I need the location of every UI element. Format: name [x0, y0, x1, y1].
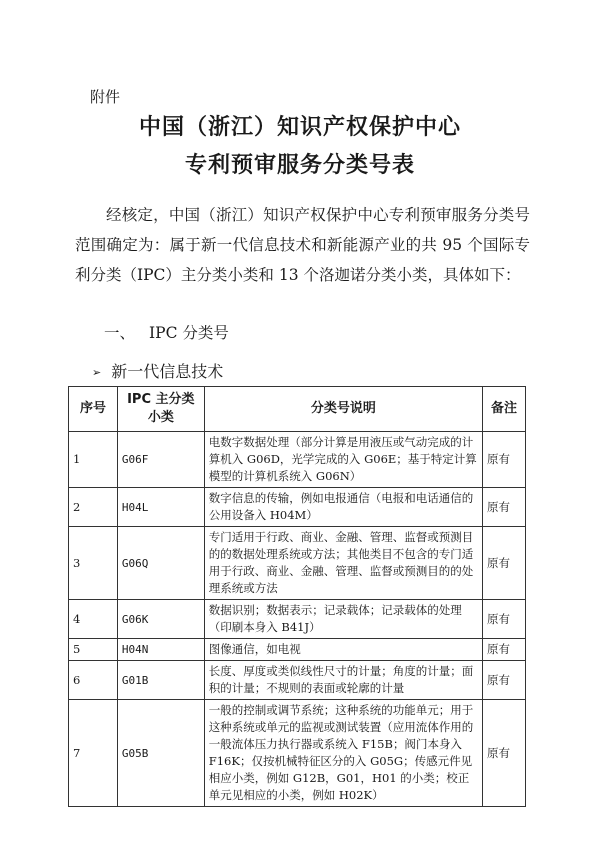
cell-no: 7 [69, 700, 118, 807]
table-row [69, 639, 526, 661]
cell-no: 4 [69, 600, 118, 639]
cell-desc: 专门适用于行政、商业、金融、管理、监督或预测目的的数据处理系统或方法；其他类目不包含的专门适用于行政、商业、金融、管理、监督或预测目的的处理系统或方法 [204, 527, 482, 600]
header-ipc-line2: 小类 [147, 410, 174, 425]
section-title: IPC 分类号 [149, 324, 229, 342]
attachment-label: 附件 [90, 88, 121, 106]
cell-ipc: H04N [117, 639, 204, 661]
header-note: 备注 [483, 387, 526, 432]
cell-ipc: G06K [117, 600, 204, 639]
intro-text: 经核定，中国（浙江）知识产权保护中心专利预审服务分类号范围确定为：属于新一代信息技术和新能源产业的共 95 个国际专利分类（IPC）主分类小类和 13 个洛迦诺分类小类，具体如下： [75, 206, 530, 284]
cell-note: 原有 [483, 488, 526, 527]
table-row [69, 661, 526, 700]
cell-desc: 图像通信，如电视 [204, 639, 482, 661]
header-desc: 分类号说明 [204, 387, 482, 432]
cell-no: 2 [69, 488, 118, 527]
cell-desc: 数字信息的传输，例如电报通信（电报和电话通信的公用设备入 H04M） [204, 488, 482, 527]
header-ipc-line1: IPC 主分类 [127, 392, 195, 407]
cell-no: 1 [69, 432, 118, 488]
arrow-bullet-icon: ➢ [92, 366, 102, 379]
cell-desc: 长度、厚度或类似线性尺寸的计量；角度的计量；面积的计量；不规则的表面或轮廓的计量 [204, 661, 482, 700]
section-heading [104, 321, 229, 343]
cell-desc: 电数字数据处理（部分计算是用液压或气动完成的计算机入 G06D，光学完成的入 G06E；基于特定计算模型的计算机系统入 G06N） [204, 432, 482, 488]
subsection-title: 新一代信息技术 [111, 362, 224, 381]
cell-desc: 一般的控制或调节系统；这种系统的功能单元；用于这种系统或单元的监视或测试装置（应用流体作用的一般流体压力执行器或系统入 F15B；阀门本身入 F16K；仅按机械特征区分的入 G05G；传感元件见相应小类，例如 G12B，G01，H01 的小类；校正单元见相应的小类，例如 H02K） [204, 700, 482, 807]
cell-ipc: H04L [117, 488, 204, 527]
subsection-heading [92, 359, 223, 382]
table-header-row [69, 387, 526, 432]
classification-table [68, 386, 526, 807]
cell-desc: 数据识别；数据表示；记录载体；记录载体的处理（印刷本身入 B41J） [204, 600, 482, 639]
cell-ipc: G01B [117, 661, 204, 700]
table-row [69, 527, 526, 600]
document-title: 中国（浙江）知识产权保护中心 [138, 114, 461, 140]
cell-ipc: G05B [117, 700, 204, 807]
header-ipc [117, 387, 204, 432]
cell-ipc: G06F [117, 432, 204, 488]
cell-note: 原有 [483, 700, 526, 807]
cell-note: 原有 [483, 527, 526, 600]
header-no: 序号 [69, 387, 118, 432]
table-row [69, 488, 526, 527]
cell-no: 6 [69, 661, 118, 700]
table-row [69, 432, 526, 488]
cell-note: 原有 [483, 432, 526, 488]
cell-note: 原有 [483, 639, 526, 661]
intro-paragraph [75, 200, 530, 290]
cell-no: 5 [69, 639, 118, 661]
cell-ipc: G06Q [117, 527, 204, 600]
section-number: 一、 [104, 324, 136, 342]
table-row [69, 600, 526, 639]
document-subtitle: 专利预审服务分类号表 [184, 152, 415, 178]
cell-no: 3 [69, 527, 118, 600]
cell-note: 原有 [483, 600, 526, 639]
table-row [69, 700, 526, 807]
cell-note: 原有 [483, 661, 526, 700]
